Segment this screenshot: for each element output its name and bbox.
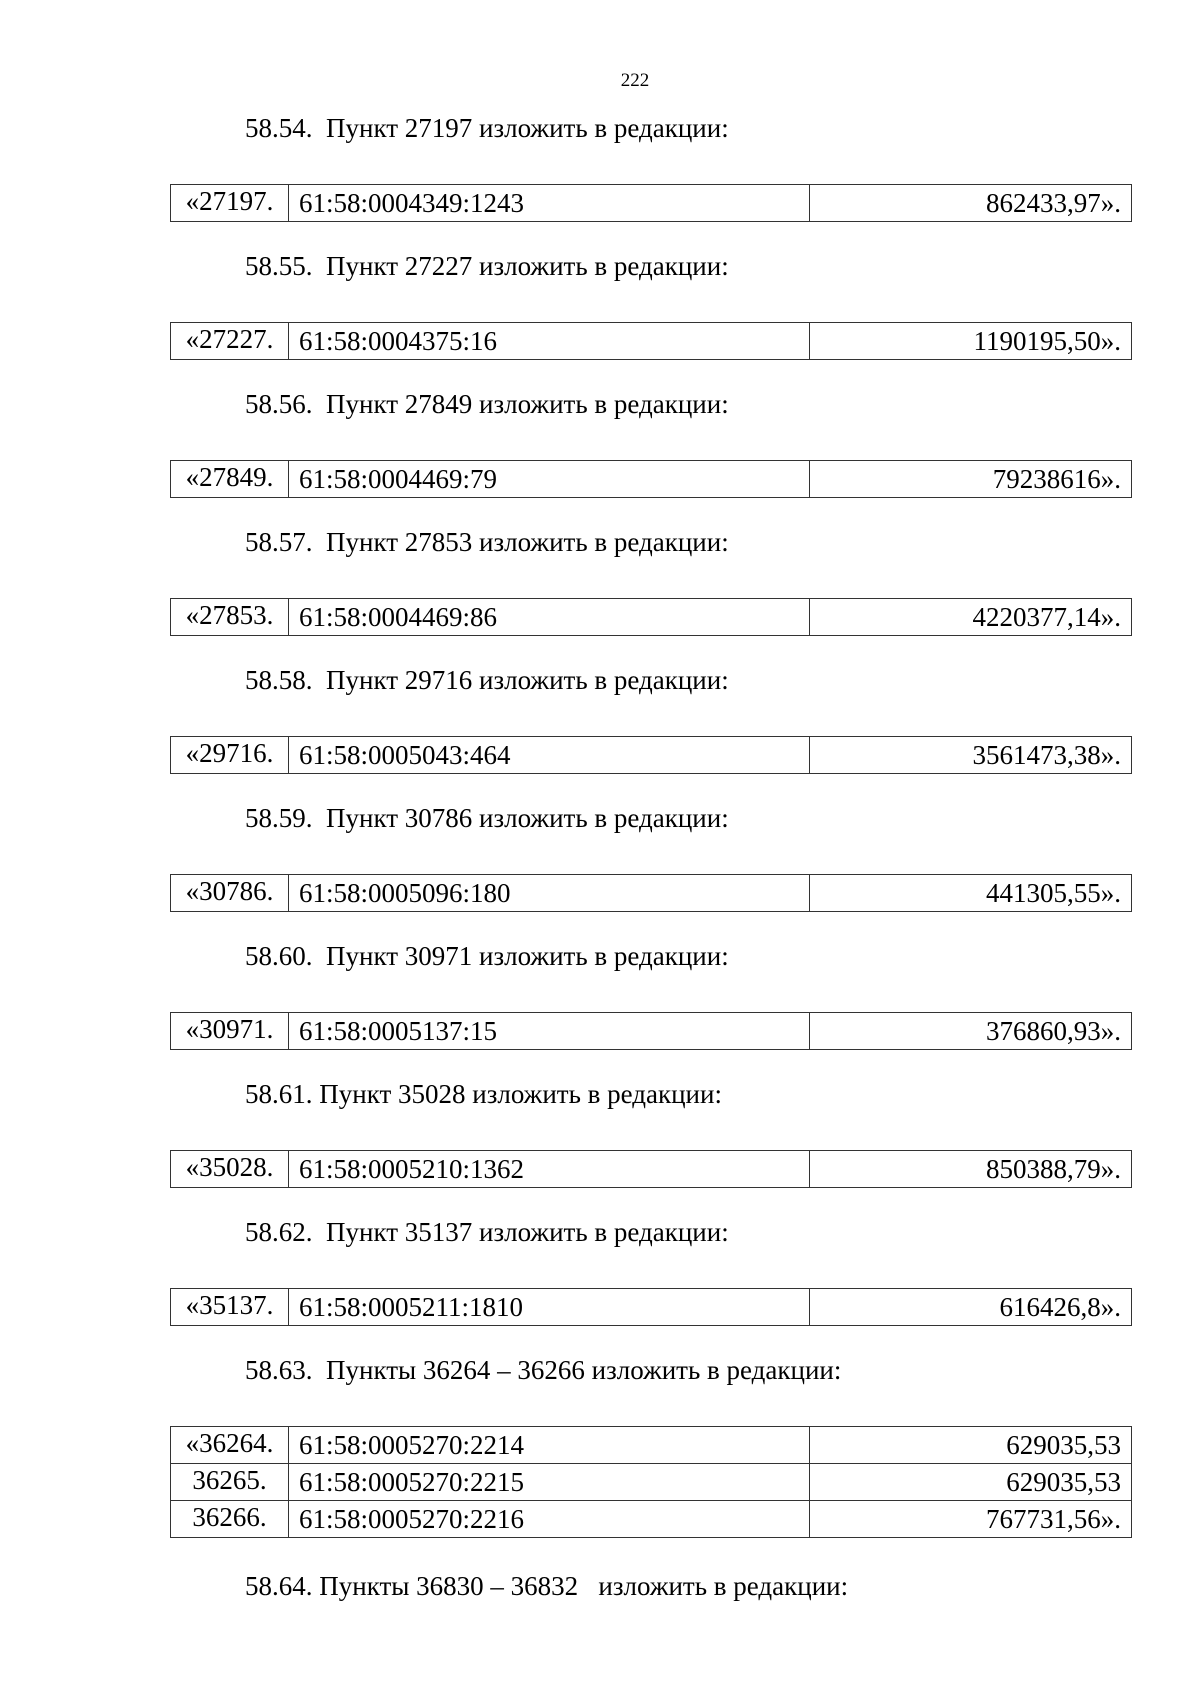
table-row [171, 599, 1132, 636]
amendment-table [170, 736, 1132, 774]
section-heading: 58.64. Пункты 36830 – 36832 изложить в редакции: [245, 1571, 849, 1601]
value-cell: 79238616». [810, 461, 1132, 498]
item-number-cell: «36264. [171, 1427, 289, 1464]
item-number-cell: «29716. [171, 737, 289, 774]
value-cell: 862433,97». [810, 185, 1132, 222]
amendment-table [170, 1426, 1132, 1538]
cadastral-number-cell: 61:58:0004469:86 [289, 599, 810, 636]
cadastral-number-cell: 61:58:0005211:1810 [289, 1289, 810, 1326]
item-number-cell: «27197. [171, 185, 289, 222]
amendment-table [170, 1288, 1132, 1326]
table-row [171, 1501, 1132, 1538]
section-heading: 58.59. Пункт 30786 изложить в редакции: [245, 803, 729, 833]
table-row [171, 1427, 1132, 1464]
item-number-cell: «35137. [171, 1289, 289, 1326]
table-row [171, 1464, 1132, 1501]
section-heading: 58.54. Пункт 27197 изложить в редакции: [245, 113, 729, 143]
item-number-cell: «27853. [171, 599, 289, 636]
section-heading: 58.61. Пункт 35028 изложить в редакции: [245, 1079, 722, 1109]
cadastral-number-cell: 61:58:0004375:16 [289, 323, 810, 360]
value-cell: 616426,8». [810, 1289, 1132, 1326]
value-cell: 629035,53 [810, 1464, 1132, 1501]
amendment-table [170, 322, 1132, 360]
item-number-cell: «27849. [171, 461, 289, 498]
cadastral-number-cell: 61:58:0005270:2216 [289, 1501, 810, 1538]
cadastral-number-cell: 61:58:0005043:464 [289, 737, 810, 774]
cadastral-number-cell: 61:58:0005270:2215 [289, 1464, 810, 1501]
section-heading: 58.62. Пункт 35137 изложить в редакции: [245, 1217, 729, 1247]
value-cell: 629035,53 [810, 1427, 1132, 1464]
amendment-table [170, 598, 1132, 636]
value-cell: 1190195,50». [810, 323, 1132, 360]
item-number-cell: «35028. [171, 1151, 289, 1188]
section-heading: 58.60. Пункт 30971 изложить в редакции: [245, 941, 729, 971]
item-number-cell: «30786. [171, 875, 289, 912]
table-row [171, 461, 1132, 498]
amendment-table [170, 1012, 1132, 1050]
cadastral-number-cell: 61:58:0004349:1243 [289, 185, 810, 222]
table-row [171, 875, 1132, 912]
item-number-cell: «30971. [171, 1013, 289, 1050]
section-heading: 58.58. Пункт 29716 изложить в редакции: [245, 665, 729, 695]
value-cell: 767731,56». [810, 1501, 1132, 1538]
amendment-table [170, 1150, 1132, 1188]
value-cell: 376860,93». [810, 1013, 1132, 1050]
section-heading: 58.56. Пункт 27849 изложить в редакции: [245, 389, 729, 419]
item-number-cell: 36266. [171, 1501, 289, 1538]
section-heading: 58.57. Пункт 27853 изложить в редакции: [245, 527, 729, 557]
cadastral-number-cell: 61:58:0005096:180 [289, 875, 810, 912]
cadastral-number-cell: 61:58:0005210:1362 [289, 1151, 810, 1188]
cadastral-number-cell: 61:58:0005270:2214 [289, 1427, 810, 1464]
item-number-cell: 36265. [171, 1464, 289, 1501]
amendment-table [170, 184, 1132, 222]
section-heading: 58.55. Пункт 27227 изложить в редакции: [245, 251, 729, 281]
amendment-table [170, 874, 1132, 912]
page-number: 222 [620, 70, 650, 91]
table-row [171, 323, 1132, 360]
item-number-cell: «27227. [171, 323, 289, 360]
cadastral-number-cell: 61:58:0005137:15 [289, 1013, 810, 1050]
amendment-table [170, 460, 1132, 498]
value-cell: 850388,79». [810, 1151, 1132, 1188]
value-cell: 4220377,14». [810, 599, 1132, 636]
table-row [171, 1151, 1132, 1188]
value-cell: 3561473,38». [810, 737, 1132, 774]
table-row [171, 185, 1132, 222]
value-cell: 441305,55». [810, 875, 1132, 912]
table-row [171, 737, 1132, 774]
table-row [171, 1013, 1132, 1050]
cadastral-number-cell: 61:58:0004469:79 [289, 461, 810, 498]
table-row [171, 1289, 1132, 1326]
section-heading: 58.63. Пункты 36264 – 36266 изложить в редакции: [245, 1355, 842, 1385]
